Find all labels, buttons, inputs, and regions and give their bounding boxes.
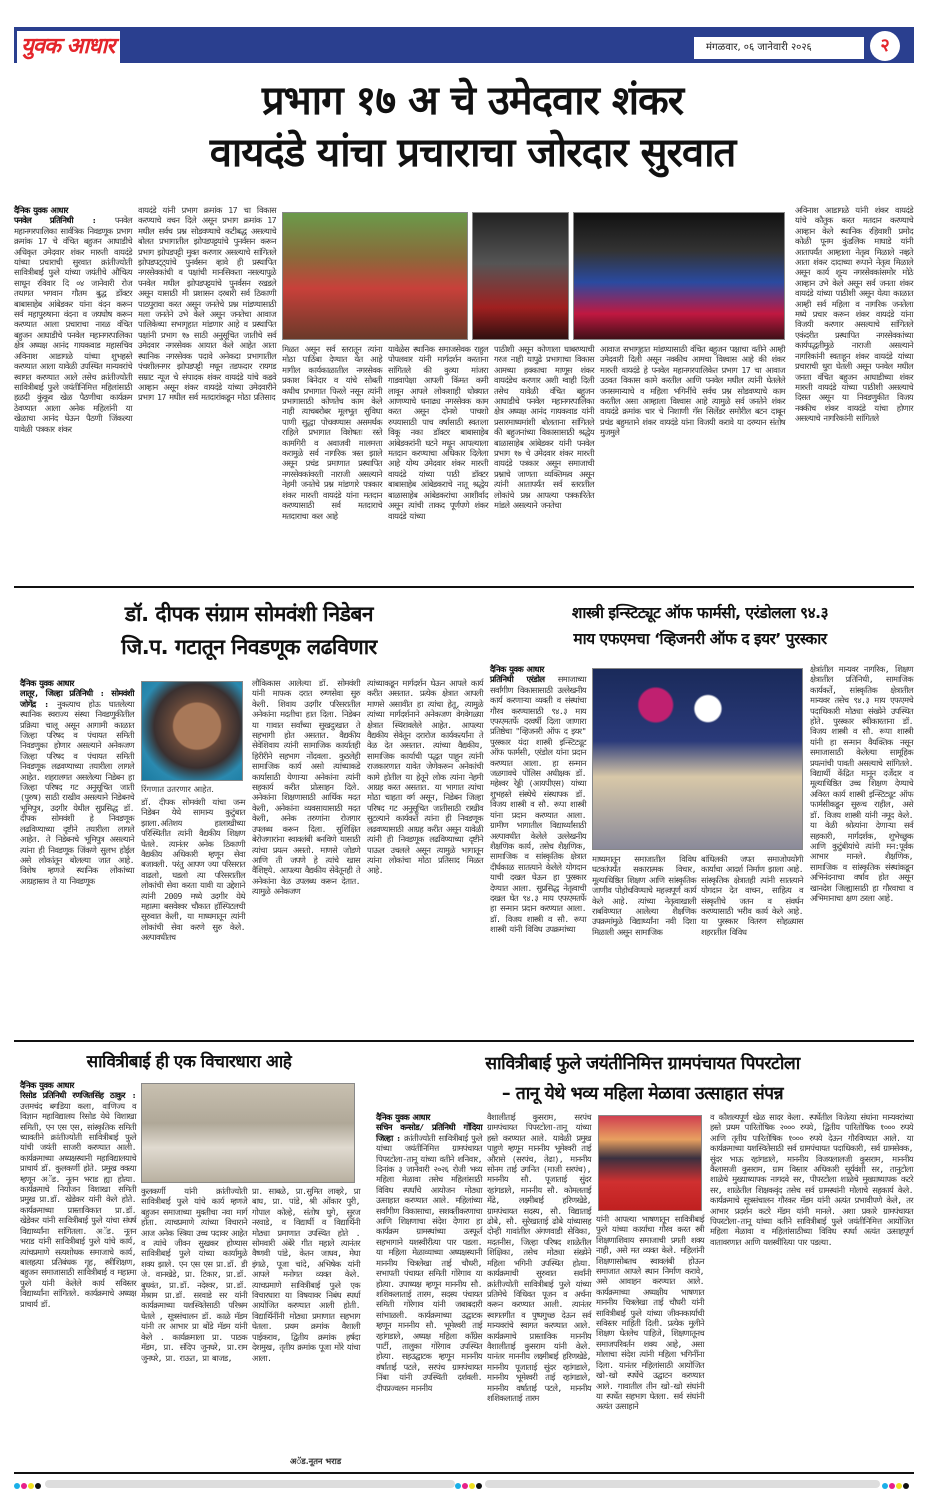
dateline: दैनिक युवक आधार (490, 664, 544, 674)
photo-night-crowd (472, 212, 569, 340)
photo-college-event (141, 1083, 355, 1183)
story2-col-2: डॉ. दीपक सोमवंशी यांचा जन्म निडेबन येथे सामान्य कुटुंबात झाला.अतिशय हालाखीच्या परिस्थितीत त्यांनी वैद्यकीय शिक्षण घेतले. त्यानंतर अनेक ठिकाणी वैद्यकीय अधिकारी म्हणून सेवा बजावली. परंतु आपण ज्या परिसरात वाढलो, घडलो त्या परिसरातील लोकांची सेवा करता यावी या उद्देशाने त्यांनी 2009 मध्ये उदगीर येथे महात्मा बसवेश्वर चौकात हॉस्पिटलची सुरुवात केली, या माध्यमातून त्यांनी लोकांची सेवा करणे सुरु केले. अल्पावधीतच (141, 797, 245, 943)
photo-caption: रिंगणात उतरणार आहेत. (141, 784, 214, 794)
story2-headline (14, 598, 484, 664)
lead-col-4: यावेळेस स्थानिक समाजसेवक राहुल पोपलवार यांनी मार्गदर्शन करताना सांगितले की कुत्र्या मांजरा गाडवापेक्षा आपली किंमत कमी लावून आपले लोकशाही धोक्यात आणण्याचे धनाढ्य नगरसेवक काम करत असून दोनशे पाचशो रुपयासाठी पाच वर्षासाठी स्वतःला विकू नका डॉक्टर बाबासाहेब आंबेडकरांनी घटने मधून आपल्याला मतदान करण्याचा अधिकार दिलेला आहे योग्य उमेदवार शंकर मारुती वायदंडे यांच्या पाठी डॉक्टर बाबासाहेब आंबेडकराचे नातू श्रद्धेय बाळासाहेब आंबेडकरांचा आशीर्वाद असून त्यांची ताकद पूर्णपणे शंकर वायदंडे यांच्या (388, 344, 488, 521)
color-bar (45, 1480, 455, 1488)
color-bar (485, 1480, 880, 1488)
dateline: दैनिक युवक आधार (20, 1080, 74, 1090)
body-text: नुकत्याच होऊ घातलेल्या स्थानिक स्वराज्य संस्था निवडणुकीतील प्रक्रिया चालू असून आगामी काळात जिल्हा परिषद व पंचायत समिती निवडणुका होणार असल्याने अनेकजण जिल्हा परिषद व पंचायत समिती निवडणूक लढवण्याच्या तयारीला लागले आहेत. शहरालगत असलेल्या निडेबन हा जिल्हा परिषद गट अनुसूचित जाती (पुरुष) साठी राखीव असल्याने निडेबनचे भूमिपुत्र, उदगीर येथील सुप्रसिद्ध डॉ. दीपक सोमवंशी हे निवडणूक लढविण्याच्या दृष्टीने तयारीला लागले आहेत. ते निडेबनचे भूमिपुत्र असल्याने त्यांना ही निवडणूक जिंकणे सुलभ होईल असे लोकांतून बोलल्या जात आहे. विशेष म्हणजे स्थानिक लोकांच्या आग्रहास्तव ते या निवडणूक (20, 698, 134, 886)
photo-award-ceremony (592, 668, 803, 850)
story3-col-3: बांधिलकी जपत समाजोपयोगी कार्याचा आदर्श निर्माण झाला आहे. सांस्कृतिक क्षेत्रातही त्यांनी सातत्याने योगदान देत वाचन, साहित्य व संस्कृतीचे जतन व संवर्धन करण्यासाठी भरीव कार्य केले आहे. या पुरस्कार वितरण सोहळ्यास शहरातील विविध (701, 854, 803, 937)
body-text: क्रांतीज्योती सावित्रीबाई फुले यांच्या जयंतीनिमित्त ग्रामपंचायत पिपरटोला-तानू यांच्या वतीने शनिवार, दिनांक ३ जानेवारी २०२६ रोजी भव्य महिला मेळावा तसेच महिलांसाठी विविध स्पर्धांचे आयोजन मोठ्या उत्साहात करण्यात आले. महिलांच्या सर्वांगीण विकासाचा, सशक्तीकरणाचा आणि शिक्षणाचा संदेश देणारा हा कार्यक्रम ग्रामस्थांच्या उत्स्फूर्त सहभागाने यशस्वीरीत्या पार पडला. या महिला मेळाव्याच्या अध्यक्षस्थानी माननीय चित्रलेखा ताई चौधरी, सभापती पंचायत समिती गोरेगाव या होत्या. उपाध्यक्ष म्हणून माननीय सौ. शशिकलाताई तारम, सदस्य पंचायत समिती गोरेगाव यांनी जबाबदारी सांभाळली. कार्यक्रमाच्या उद्घाटक म्हणून माननीय सौ. भूमेश्वरी ताई रहांगडाले, अध्यक्ष महिला काँग्रेस पार्टी, तालुका गोरेगाव उपस्थित होत्या. सहउद्घाटक म्हणून माननीय वर्षाताई पटले, सरपंच ग्रामपंचायत निंबा यांनी उपस्थिती दर्शवली. दीपप्रज्वलन माननीय (376, 1132, 483, 1393)
story3-headline-line1: शास्त्री इन्स्टिट्यूट ऑफ फार्मसी, एरंडोलला ९४.३ (571, 604, 829, 622)
byline: रिसोड प्रतिनिधी रणजितसिंह ठाकुर : (20, 1090, 136, 1101)
lead-headline (0, 75, 945, 179)
lead-col-6: आवाज सभागृहात मांडण्यासाठी वंचित बहुजन पक्षाचा वतीने आम्ही उमेदवारी दिली असून नक्कीच आमचा विश्वास आहे की शंकर मारुती वायदंडे हे पनवेल महानगरपालिकेत प्रभाग 17 चा आवाज उठवत विकास कामे करतील आणि पनवेल मधील त्यांनी घेतलेले जनसमान्याचे व महिला भगिनींचे सर्वच प्रश्न सोडवण्याचे काम करतील असा आम्हाला विश्वास आहे त्यामुळे सर्व जनतेने शंकर वायदंडे क्रमांक चार चे निशाणी गॅस सिलेंडर समोरील बटन दाबून प्रचंड बहुमताने शंकर वायदंडे यांना विजयी करावे या दरम्यान संतोष मुजमुले (600, 344, 785, 438)
footer-divider (14, 1472, 914, 1474)
photo-women-gathering (598, 1115, 702, 1211)
story2-headline-line1: डॉ. दीपक संग्राम सोमवंशी निडेबन (124, 602, 374, 626)
photo-dr-deepak (141, 681, 243, 781)
story5-headline (370, 1049, 915, 1109)
story3-col-1 (490, 664, 586, 935)
registration-mark (14, 1481, 42, 1489)
lead-col-1 (14, 205, 132, 434)
story3-headline-line2: माय एफएमचा ‘व्हिजनरी ऑफ द इयर’ पुरस्कार (573, 630, 827, 648)
story2-headline-line2: जि.प. गटातून निवडणूक लढविणार (121, 635, 377, 659)
body-text: उत्तमचंद बगडिया कला, वाणिज्य व विज्ञान महाविद्यालय रिसोड येथे विशाखा समिती, एन एस एस, सांस्कृतिक समिती च्यावतीने क्रांतीज्योती सावित्रीबाई फुले यांची जयंती साजरी करण्यात आली. कार्यक्रमाच्या अध्यक्षस्थानी महाविद्यालयाचे प्राचार्य डॉ. कुलकर्णी होते. प्रमुख वक्त्या म्हणून अॅड. नूतन भराड ह्या होत्या. कार्यक्रमाचे नियोजन विशाखा समिती प्रमुख प्रा.डॉ. खेडेकर यांनी केले होते. कार्यक्रमाच्या प्रास्ताविकात प्रा.डॉ. खेडेकर यांनी सावित्रीबाई फुले यांचा संघर्ष विद्यार्थ्यांना सांगितला. अॅड. नूतन भराड यांनी सावित्रीबाई फुले यांचे कार्य, त्यांचप्रमाणे सत्यशोधक समाजाचे कार्य, बालहत्या प्रतिबंधक गृह, स्त्रीशिक्षण, बहुजन समाजासाठी सावित्रीबाई व महात्मा फुले यांनी केलेले कार्य सविस्तर विद्यार्थ्यांना सांगितले. कार्यक्रमाचे अध्यक्ष प्राचार्य डॉ. (20, 1100, 136, 1309)
story2-col-4: त्यांच्याकडून मार्गदर्शन घेऊन आपले कार्य करीत असतात. प्रत्येक क्षेत्रात आपली माणसे असावीत हा त्यांचा हेतू, त्यामुळे त्यांच्या मार्गदर्शनाने अनेकजण वेगवेगळ्या क्षेत्रात स्थिरावलेले आहेत. आपल्या वैद्यकीय सेवेतून दरारोज कार्यकर्त्यांना ते वेळ देत असतात. त्यांच्या वैद्यकीय, सामाजिक कार्याची पद्धत पाहून त्यांनी राजकारणात यावेत जेणेकरून अनेकांची कामे होतील या हेतूने लोक त्यांना नेहमी आग्रह करत असतात. या भागात त्यांचा मोठा चाहता वर्ग असून, निडेबन जिल्हा परिषद गट अनुसूचित जातीसाठी राखीव सुटल्याने कार्यकर्ते त्यांना ही निवडणूक लढवण्यासाठी आग्रह करीत असून यावेळी त्यांनी ही निवडणूक लढविण्याच्या दृष्टीने पाऊल उचलले असून त्यामुळे भागातून त्यांना लोकांचा मोठा प्रतिसाद मिळत आहे. (367, 678, 483, 876)
story5-headline-line1: सावित्रीबाई फुले जयंतीनिमित्त ग्रामपंचायत पिपरटोला (485, 1054, 800, 1074)
lead-col-3: मिळत असून सर्व स्तरातून त्यांना मोठा पाठिंबा देण्यात येत आहे मागील कार्यकाळातील नगरसेवक प्रकाश बिनेदार व यांचे सोबती कधीच प्रभागात फिरले नसून त्यांनी प्रभागासाठी कोणतेच काम केले नाही त्याचबरोबर मूलभूत सुविधा पाणी सुद्धा पोचवण्यास असमर्थक राहिले प्रभागात विशेषतः रस्ते कामगिरी व अवाजवी मालमत्ता करामुळे सर्व नागरिक त्रस्त झाले असून प्रचंड प्रमाणात प्रस्थापित नगरसेवकांवरती नाराजी असल्याने नेहमी जनतेचे प्रश्न मांडणारे पत्रकार शंकर मारुती वायदंडे यांना मतदान करण्यासाठी सर्व मतदाराचे मतदाराचा कल आहे (282, 344, 382, 521)
newspaper-logo: युवक आधार (17, 31, 120, 63)
story4-col-1 (20, 1080, 136, 1309)
signoff: अॅड.नूतन भराड (290, 1456, 342, 1466)
story3-col-2: माध्यमातून समाजातील विविध घटकांपर्यंत सकारात्मक विचार, मूल्याधिष्ठित शिक्षण आणि सांस्कृतिक जाणीव पोहोचविण्याचे महत्त्वपूर्ण कार्य केले आहे. त्यांच्या नेतृत्वाखाली राबविण्यात आलेल्या शैक्षणिक उपक्रमांमुळे विद्यार्थ्यांना नवी दिशा मिळाली असून सामाजिक (592, 854, 696, 937)
story3-headline (490, 600, 910, 652)
registration-mark (882, 1481, 910, 1489)
dateline: दैनिक युवक आधार (14, 205, 68, 215)
page-number: २ (870, 31, 900, 61)
body-text: पनवेल महानगरपालिका सार्वत्रिक निवडणूक प्रभाग क्रमांक 17 चे वंचित बहुजन आघाडीचे अधिकृत उमेदवार शंकर मारुती वायदंडे यांच्या प्रचाराची सुरवात क्रांतीज्योती सावित्रीबाई फुले यांच्या जयंतीचे औचित्य साधून रविवार दि ०४ जानेवारी रोज तथागत भगवान गौतम बुद्ध डॉक्टर बाबासाहेब आंबेडकर यांना वंदन करून सर्व महापुरुषाना वंदना व जयघोष करून करण्यात आला प्रचाराचा नारळ वंचित बहुजन आघाडीचे पनवेल महानगरपालिका क्षेत्र अध्यक्ष आनंद गायकवाड महासचिव अविनाश आडागळे यांच्या शुभहस्ते करण्यात आला यावेळी उपस्थित मान्यवरांचे स्वागत करण्यात आले तसेच क्रांतीज्योती सावित्रीबाई फुले जयंतीनिमित्त महिलांसाठी हळदी कुंकूव खेळ पैठणीचा कार्यक्रम ठेवण्यात आला अनेक महिलांनी या खेळाचा आनंद घेऊन पैठणी जिंकल्या यावेळी पत्रकार शंकर (14, 215, 132, 434)
story5-col-4: व कौशल्यपूर्ण खेळ सादर केला. स्पर्धेतील विजेत्या संघांना मान्यवरांच्या हस्ते प्रथम पारितोषिक २००० रुपये, द्वितीय पारितोषिक १००० रुपये आणि तृतीय पारितोषिक १००० रुपये देऊन गौरविण्यात आले. या कार्यक्रमाच्या यशस्वितेसाठी सर्व ग्रामपंचायत पदाधिकारी, सर्व ग्रामसेवक, सुंदर भाऊ रहांगडाले, माननीय विजयलालजी कुसराम, माननीय कैलासजी कुसराम, ग्राम विस्तार अधिकारी सूर्यवंशी सर, तानुटोला शाळेचे मुख्याध्यापक नागदवे सर, पीपरटोला शाळेचे मुख्याध्यापक कटरे सर, शाळेतील शिक्षकवृंद तसेच सर्व ग्रामस्थांनी मोलाचे सहकार्य केले. कार्यक्रमाचे सूत्रसंचालन गौरकर मॅडम यांनी अत्यंत प्रभावीपणे केले, तर आभार प्रदर्शन कटरे मॅडम यांनी मानले. अशा प्रकारे ग्रामपंचायत पिपरटोला-तानू यांच्या वतीने सावित्रीबाई फुले जयंतीनिमित्त आयोजित महिला मेळावा व महिलांसाठीच्या विविध स्पर्धा अत्यंत उत्साहपूर्ण वातावरणात आणि यशस्वीरित्या पार पडल्या. (710, 1112, 913, 1247)
story5-headline-line2: – तानू येथे भव्य महिला मेळावा उत्साहात संपन्न (501, 1084, 784, 1104)
body-text: समाजाच्या सर्वांगीण विकासासाठी उल्लेखनीय कार्य करणाऱ्या व्यक्ती व संस्थांचा गौरव करण्यासाठी ९४.३ माय एफएमतर्फे दरवर्षी दिला जाणारा प्रतिष्ठेचा "व्हिजनरी ऑफ द इयर" पुरस्कार यंदा शास्त्री इन्स्टिट्यूट ऑफ फार्मसी, एरंडोल यांना प्रदान करण्यात आला. हा सन्मान जळगावचे पोलिस अधीक्षक डॉ. महेश्वर रेड्डी (आयपीएस) यांच्या शुभहस्ते संस्थेचे संस्थापक डॉ. विजय शास्त्री व सौ. रूपा शास्त्री यांना प्रदान करण्यात आला. ग्रामीण भागातील विद्यार्थ्यांसाठी अल्पावधीत केलेले उल्लेखनीय शैक्षणिक कार्य, तसेच शैक्षणिक, सामाजिक व सांस्कृतिक क्षेत्रात दीर्घकाळ सातत्याने केलेले योगदान याची दखल घेऊन हा पुरस्कार देण्यात आला. सुप्रसिद्ध नेतृत्वाची दखल घेत ९४.३ माय एफएमतर्फे हा सन्मान प्रदान करण्यात आला. डॉ. विजय शास्त्री व सौ. रूपा शास्त्री यांनी विविध उपक्रमांच्या (490, 674, 586, 935)
story4-headline: सावित्रीबाई ही एक विचारधारा आहे (86, 1052, 292, 1072)
story4-col-2: कुलकर्णी यांनी क्रांतीज्योती सावित्रीबाई फुले यांचे कार्य म्हणजे बहुजन समाजाच्या मुक्तीचा नवा मार्ग होता. त्याचप्रमाणे त्यांच्या विचाराने आज अनेक स्त्रिया उच्च पदावर आहेत व त्यांचे जीवन सुखकर होण्यास सावित्रीबाई फुले यांच्या कार्यामुळे शक्य झाले. एन एस एस प्रा.डॉ. डी जे. वानखेडे, प्रा. टिकार, प्रा.डॉ. बुधवंत, प्रा.डॉ. नदेश्वर, प्रा.डॉ. मेश्राम प्रा.डॉ. सरवाडे सर यांनी कार्यक्रमाच्या यशस्वितेसाठी परिश्रम घेतले , सूत्रसंचालन डॉ. काळे मॅडम यांनी तर आभार प्रा बोंडे मॅडम यांनी केले . कार्यक्रमाला प्रा. पाठक मॅडम, प्रा. संदिप जुनघरे, प्रा.राम जुनघरे, प्रा. राऊत, प्रा बाजड, (141, 1186, 247, 1363)
story4-col-3: प्रा. साबळे, प्रा.सुमित लाव्हरे, प्रा बाघ, प्रा. पांडे, श्री ओंकार पुरी, गोपाल कोल्हे, संतोष घुगे, सुरज नरवाडे, व विद्यार्थी व विद्यार्थिनी मोठ्या प्रमाणात उपस्थित होते . सोमवारी अंबेरे गीत महाले त्यानंतर वैष्णवी पांडे, केतन जाधव, मेघा इंगळे, पूजा चांदे, अभिषेक यांनी आपले मनोगत व्यक्त केले. त्याचप्रमाणे सावित्रीबाई फुले एक विचारधारा या विषयावर निबंध स्पर्धा आयोजित करण्यात आली होती. विद्यार्थिनींनी मोठ्या प्रमाणात सहभाग घेतला. प्रथम क्रमांक वैशाली पाईकराव, द्वितीय क्रमांक हर्षदा देशमुख, तृतीय क्रमांक पूजा मोरे यांचा आला. (252, 1186, 360, 1363)
dateline: दैनिक युवक आधार (376, 1112, 430, 1122)
lead-headline-line2: वायदंडे यांचा प्रचाराचा जोरदार सुरवात (209, 130, 736, 176)
photo-women-group (282, 212, 468, 340)
story3-col-4: क्षेत्रांतील मान्यवर नागरिक, शिक्षण क्षेत्रातील प्रतिनिधी, सामाजिक कार्यकर्ते, सांस्कृतिक क्षेत्रातील मान्यवर तसेच ९४.३ माय एफएमचे पदाधिकारी मोठ्या संख्येने उपस्थित होते. पुरस्कार स्वीकारताना डॉ. विजय शास्त्री व सौ. रूपा शास्त्री यांनी हा सन्मान वैयक्तिक नसून समाजासाठी केलेल्या सामूहिक प्रयत्नांची पावती असल्याचे सांगितले. विद्यार्थी केंद्रित मानून दर्जेदार व मूल्याधिष्ठित उच्च शिक्षण देण्याचे अविरत कार्य शास्त्री इन्स्टिट्यूट ऑफ फार्मसीकडून सुरूच राहील, असे डॉ. विजय शास्त्री यांनी नमूद केले. या वेळी श्रोत्यांना देणाऱ्या सर्व सहकारी, मार्गदर्शक, शुभेच्छुक आणि कुटुंबीयांचे त्यांनी मन:पूर्वक आभार मानले. शैक्षणिक, सामाजिक व सांस्कृतिक संस्थांकडून अभिनंदनाचा वर्षाव होत असून खानदेश जिल्ह्यासाठी हा गौरवाचा व अभिमानाचा क्षण ठरला आहे. (810, 664, 913, 903)
byline: प्रतिनिधी एरंडोल (490, 674, 558, 685)
lead-col-5: पाठीशी असून कोणाला घाबरण्याची गरज नाही यापुढे प्रभागाचा विकास आमच्या हक्काचा माणूस शंकर वायदंडेच करणार अशी ग्वाही दिली तसेच यावेळी वंचित बहुजन आघाडीचे पनवेल महानगरपालिका क्षेत्र अध्यक्ष आनंद गायकवाड यांनी प्रसारमाध्यमांशी बोलताना सांगितले की बहुजनांच्या विकासासाठी श्रद्धेय बाळासाहेब आंबेडकर यांनी पनवेल प्रभाग १७ चे उमेदवार शंकर मारुती वायदंडे पत्रकार असून समाजाची प्रश्नाचे जाणता व्यक्तिमत्व असून त्यांनी आतापर्यंत सर्व स्तरातील लोकांचे प्रश्न आपल्या पत्रकारितेत मांडले असल्याने जनतेचा (494, 344, 594, 511)
lead-col-2: वायदंडे यांनी प्रभाग क्रमांक 17 चा विकास करण्याचे वचन दिले असून प्रभाग क्रमांक 17 मधील सर्वच प्रश्न सोडवण्याचे कटीबद्ध असल्याचे बोलत प्रभागातील झोपडपट्टयांचे पुनर्वसन करून प्रभाग झोपडपट्टी मुक्त करणार असल्याचे सांगितले झोपडपट्ट्यांचे पुनर्वसन व्हावे ही प्रस्थापित नगरसेवकांची व पक्षांची मानसिकता नसल्यापुळे पनवेल मधील झोपडपट्टयांचे पुनर्वसन रखडले असून यासाठी मी प्रशासन दरबारी सर्व ठिकाणी पाठपुरावा करत असून जनतेचे प्रश्न मांडण्यासाठी मला जनतेने उभे केले असून जनतेचा आवाज पालिकेच्या सभागृहात मांडणार आहे व प्रस्थापित पक्षांनी प्रभाग १७ साठी अनुसूचित जातीचे सर्व उमेदवार नगरसेवक आयात केले आहेत आता स्थानिक नगरसेवक पदावे अनेकदा प्रभागातील पंचशीलनगर झोपडपट्टी मधून तडफदार रायगड सम्राट न्यूज चे संपादक शंकर वायदंडे यांचे कडवे आव्हान असून शंकर वायदंडे यांच्या उमेदवारीने प्रभाग 17 मधील सर्व मतदारांकडून मोठा प्रतिसाद (138, 205, 276, 403)
story2-col-1 (20, 678, 134, 886)
story5-col-3: यांनी आपल्या भाषणातून सावित्रीबाई फुले यांच्या कार्याचा गौरव करत स्त्री शिक्षणाशिवाय समाजाची प्रगती शक्य नाही, असे मत व्यक्त केले. महिलांनी शिक्षणासोबतच स्वावलंबी होऊन समाजात आपले स्थान निर्माण करावे, असे आवाहन करण्यात आले. कार्यक्रमाच्या अध्यक्षीय भाषणात माननीय चित्रलेखा ताई चौधरी यांनी सावित्रीबाई फुले यांच्या जीवनकार्याची सविस्तर माहिती दिली. प्रत्येक मुलीने शिक्षण घेतलेच पाहिजे, शिक्षणातूनच समाजपरिवर्तन शक्य आहे, असा मोलाचा संदेश त्यांनी महिला भगिनींना दिला. यानंतर महिलांसाठी आयोजित खो-खो स्पर्धेचे उद्घाटन करण्यात आले. गावातील तीन खो-खो संघांनी या स्पर्धेत सहभाग घेतला. सर्व संघांनी अत्यंत उत्साहाने (596, 1214, 704, 1412)
section-divider (14, 1040, 914, 1042)
story2-col-3: लौकिकास आलेल्या डॉ. सोमवंशी यांनी माफक दरात रुग्णसेवा सुरु केली. शिवाय उदगीर परिसरातील अनेकांना मदतीचा हात दिला. निडेबन या गावात सर्वांच्या सुखदुःखात ते सहभागी होत असतात. वैद्यकीय सेवेशिवाय त्यांनी सामाजिक कार्यातही हिरीरीने सहभाग नोंदवला. कुठलेही सामाजिक कार्य असो त्यांच्याकडे कार्यासाठी येणाऱ्या अनेकांना त्यांनी सहकार्य करीत प्रोत्साहन दिले. अनेकांना शिक्षणासाठी आर्थिक मदत केली, अनेकांना व्यवसायासाठी मदत केली, अनेक तरुणांना रोजगार उपलब्ध करून दिला. सुशिक्षित बेरोजगारांना स्वावलंबी बनविणे यासाठी त्यांचा प्रयत्न असतो. माणसे जोडणे आणि ती जपणे हे त्यांचे खास वैशिष्ट्ये. आपल्या वैद्यकीय सेवेतूनही ते अनेकांना वेळ उपलब्ध करून देतात. त्यामुळे अनेकजण (252, 678, 360, 897)
byline: सचिन कन्सोड/ प्रतिनिधी गोंदिया जिल्हा : (376, 1122, 482, 1143)
issue-date: मंगळवार, ०६ जानेवारी २०२६ (694, 37, 864, 59)
masthead (14, 27, 914, 63)
dateline: दैनिक युवक आधार (20, 678, 74, 688)
byline: लातूर, जिल्हा प्रतिनिधी : सोमवंशी जोगेंद्र : (20, 688, 134, 709)
story5-col-2: वैशालीताई कुसराम, सरपंच ग्रामपंचायत पिपरटोला-तानू यांच्या हस्ते करण्यात आले. यावेळी प्रमुख पाहुणे म्हणून माननीय भूमेश्वरी ताई औरासे (सरपंच, तेढा), माननीय सोनम ताई उगनित (माजी सरपंच), माननीय सौ. पूजाताई सुंदर रहांगडाले, माननीय सौ. कोमलताई मेंढे, लक्ष्मीबाई हरिणखेडे, ग्रामपंचायत सदस्य, सौ. विद्याताई ढोबे, सौ. सुरेखाताई ढोबे यांच्यासह दोन्ही गावांतील अंगणवाडी सेविका, मदतनीस, जिल्हा परिषद शाळेतील शिक्षिका, तसेच मोठ्या संख्येने महिला भगिनी उपस्थित होत्या. कार्यक्रमाची सुरुवात सर्वांनी क्रांतीज्योती सावित्रीबाई फुले यांच्या प्रतिमेचे विधिवत पूजन व अर्चना करून करण्यात आली. त्यानंतर स्वागतगीत व पुष्पगुच्छ देऊन सर्व मान्यवरांचे स्वागत करण्यात आले. कार्यक्रमाचे प्रास्ताविक माननीय वैशालीताई कुसराम यांनी केले. यानंतर माननीय लक्ष्मीबाई हरिणखेडे, माननीय पूजाताई सुंदर रहांगडाले, माननीय भूमेश्वरी ताई रहांगडाले, माननीय वर्षाताई पटले, माननीय शशिकलाताई तारम (487, 1112, 591, 1403)
registration-mark (455, 1481, 483, 1489)
story5-col-1 (376, 1112, 482, 1393)
byline: पनवेल प्रतिनिधी : (14, 215, 115, 226)
lead-headline-line1: प्रभाग १७ अ चे उमेदवार शंकर (261, 78, 684, 124)
photo-stage-leaders (573, 212, 785, 340)
lead-col-7: अविनाश आडागळे यांनी शंकर वायदंडे यांचे कौतुक करत मतदान करण्याचे आव्हान केले स्थानिक रहिवाशी प्रमोद कोळी पूनम कुंडलिक माघाडे यांनी आतापर्यंत आम्हाला नेतृत्व मिळाले नव्हते आता शंकर दादाच्या रूपाने नेतृत्व मिळाले असून कार्य शून्य नगरसेवकांसमोर मोठे आव्हान उभे केले असून सर्व जनता शंकर वायदंडे यांच्या पाठीशी असून येत्या काळात आम्ही सर्व महिला व नागरिक जनतेला मध्ये प्रचार करून शंकर वायदंडे यांना विजयी करणार असल्याचे सांगितले एकंदरीत प्रस्थापित नगरसेवकांच्या कार्यपद्धतीमुळे नाराजी असल्याने नागरिकांनी स्वतःहून शंकर वायदंडे यांच्या प्रचाराची धुरा घेतली असून पनवेल मधील जनता वंचित बहुजन आघाडीच्या शंकर मारुती वायदंडे यांच्या पाठीशी असल्याचे दिसत असून या निवडणुकीत विजय नक्कीच शंकर वायदंडे यांचा होणार असल्याचे नागरिकांनी सांगितले (795, 205, 913, 424)
section-divider (14, 586, 914, 588)
